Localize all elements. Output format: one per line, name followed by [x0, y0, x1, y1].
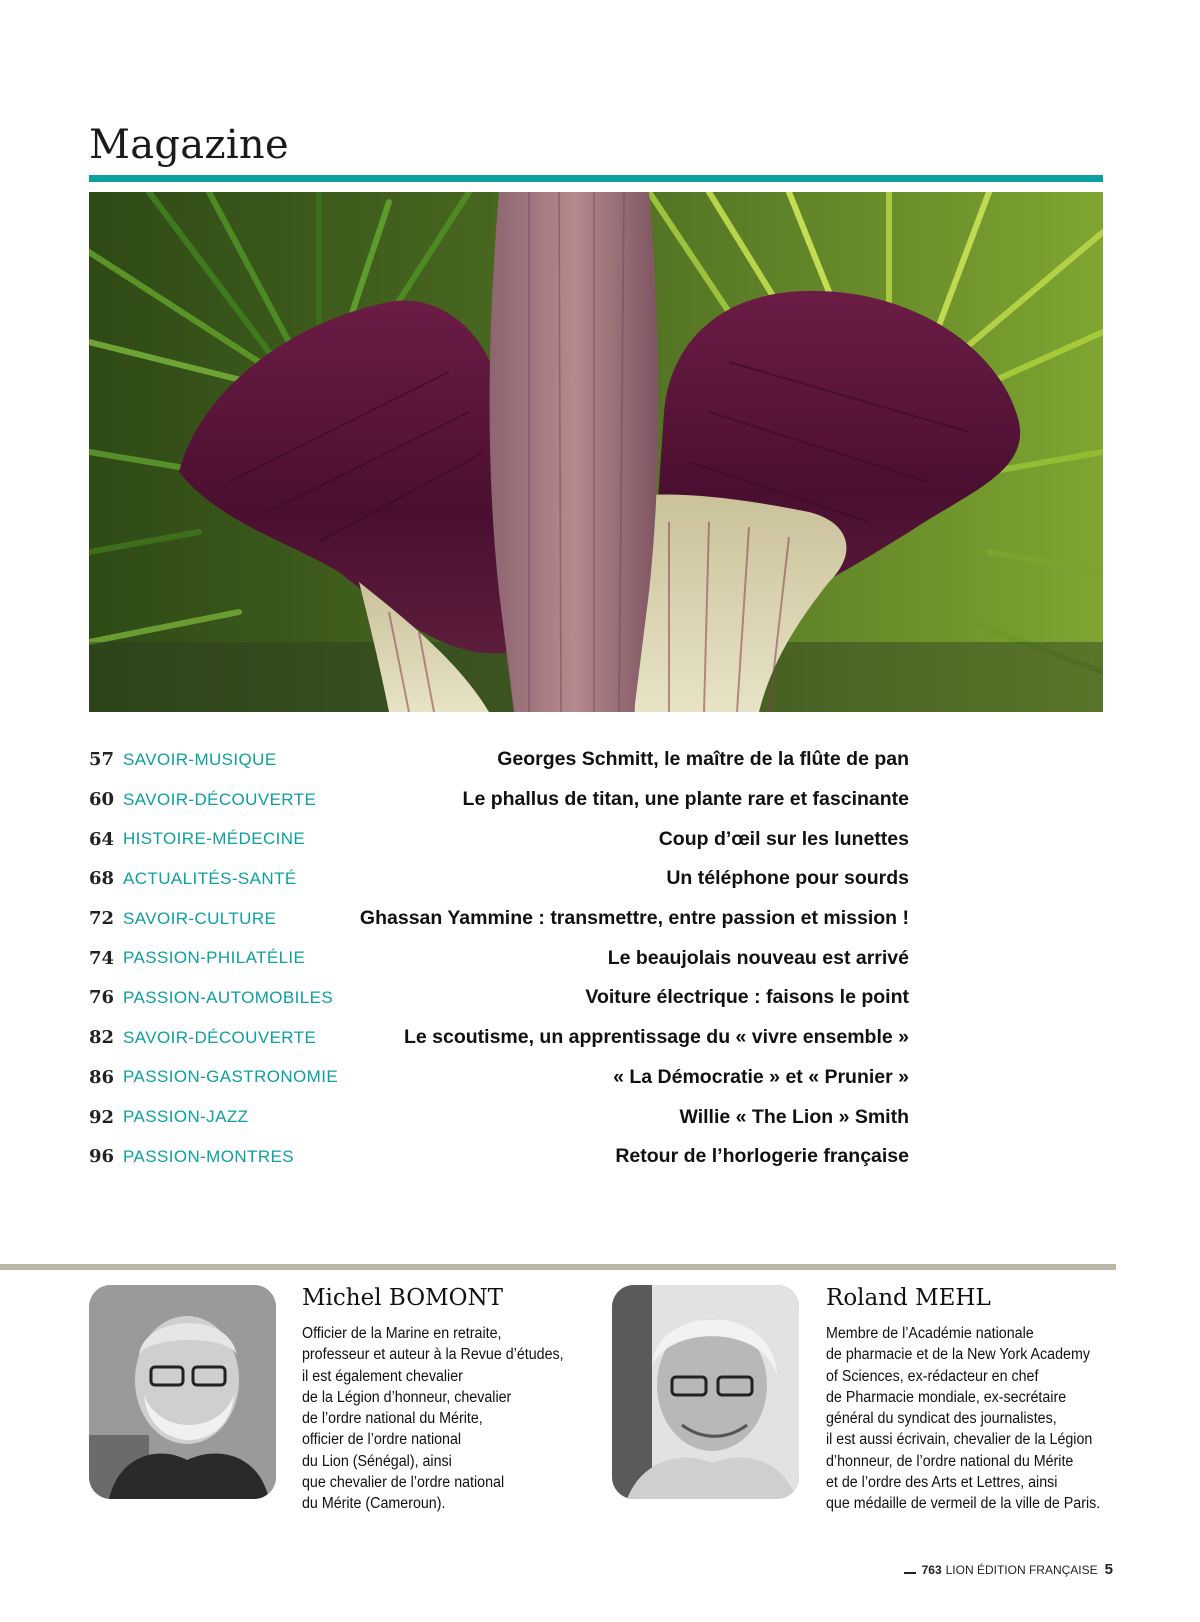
- table-of-contents: [89, 740, 909, 1177]
- issue-number: 763: [921, 1563, 942, 1577]
- toc-page-number: 82: [89, 1027, 115, 1049]
- toc-entry[interactable]: [89, 938, 909, 978]
- toc-entry[interactable]: [89, 1058, 909, 1098]
- toc-article-title: Le beaujolais nouveau est arrivé: [607, 946, 909, 969]
- author-name: Michel BOMONT: [302, 1285, 503, 1311]
- page-footer: [904, 1561, 1113, 1578]
- toc-article-title: Un téléphone pour sourds: [666, 867, 909, 890]
- toc-page-number: 72: [89, 908, 115, 930]
- toc-article-title: Retour de l’horlogerie française: [615, 1145, 909, 1168]
- author-photo: [89, 1285, 276, 1499]
- toc-page-number: 60: [89, 789, 115, 811]
- toc-entry[interactable]: [89, 1018, 909, 1058]
- toc-page-number: 92: [89, 1106, 115, 1128]
- author-name: Roland MEHL: [826, 1285, 991, 1311]
- authors-divider: [0, 1264, 1116, 1270]
- page-number: 5: [1104, 1561, 1113, 1578]
- toc-article-title: Coup d’œil sur les lunettes: [658, 827, 909, 850]
- section-rule: [89, 175, 1103, 182]
- toc-article-title: « La Démocratie » et « Prunier »: [613, 1065, 909, 1088]
- author-photo: [612, 1285, 799, 1499]
- toc-entry[interactable]: [89, 859, 909, 899]
- section-title: Magazine: [89, 122, 289, 168]
- hero-image: [89, 192, 1103, 712]
- toc-entry[interactable]: [89, 819, 909, 859]
- toc-article-title: Voiture électrique : faisons le point: [585, 986, 909, 1009]
- toc-category: HISTOIRE-MÉDECINE: [123, 829, 306, 849]
- toc-page-number: 68: [89, 868, 115, 890]
- toc-entry[interactable]: [89, 1137, 909, 1177]
- toc-entry[interactable]: [89, 899, 909, 939]
- toc-category: SAVOIR-DÉCOUVERTE: [123, 789, 317, 809]
- toc-category: SAVOIR-CULTURE: [123, 908, 277, 928]
- toc-article-title: Le scoutisme, un apprentissage du « vivre ensemble »: [403, 1026, 909, 1049]
- toc-article-title: Georges Schmitt, le maître de la flûte de pan: [497, 748, 909, 771]
- toc-page-number: 76: [89, 987, 115, 1009]
- toc-category: PASSION-GASTRONOMIE: [123, 1067, 339, 1087]
- footer-dash: [904, 1572, 916, 1574]
- toc-entry[interactable]: [89, 740, 909, 780]
- publication-name: LION ÉDITION FRANÇAISE: [945, 1563, 1098, 1577]
- toc-category: ACTUALITÉS-SANTÉ: [123, 868, 297, 888]
- author-bio: Officier de la Marine en retraite, professeur et auteur à la Revue d’études, il est également chevalier de la Légion d’honneur, chevalier de l’ordre national du Mérite, officier de l’ordre national du Lion (Sénégal), ainsi que chevalier de l’ordre national du Mérite (Cameroun).: [302, 1325, 564, 1513]
- toc-page-number: 64: [89, 828, 115, 850]
- toc-article-title: Le phallus de titan, une plante rare et fascinante: [462, 788, 909, 811]
- toc-entry[interactable]: [89, 978, 909, 1018]
- toc-entry[interactable]: [89, 1097, 909, 1137]
- toc-category: PASSION-PHILATÉLIE: [123, 948, 306, 968]
- toc-page-number: 86: [89, 1066, 115, 1088]
- toc-category: SAVOIR-DÉCOUVERTE: [123, 1027, 317, 1047]
- toc-entry[interactable]: [89, 780, 909, 820]
- toc-page-number: 96: [89, 1146, 115, 1168]
- author-bio: Membre de l’Académie nationale de pharmacie et de la New York Academy of Sciences, ex-rédacteur en chef de Pharmacie mondiale, ex-secrétaire général du syndicat des journalistes, il est aussi écrivain, chevalier de la Légion d’honneur, de l’ordre national du Mérite et de l’ordre des Arts et Lettres, ainsi que médaille de vermeil de la ville de Paris.: [826, 1325, 1101, 1513]
- toc-category: SAVOIR-MUSIQUE: [123, 749, 277, 769]
- toc-article-title: Willie « The Lion » Smith: [679, 1105, 909, 1128]
- toc-page-number: 57: [89, 749, 115, 771]
- toc-category: PASSION-AUTOMOBILES: [123, 987, 334, 1007]
- toc-page-number: 74: [89, 947, 115, 969]
- toc-category: PASSION-MONTRES: [123, 1146, 294, 1166]
- titan-arum-illustration: [89, 192, 1103, 712]
- toc-article-title: Ghassan Yammine : transmettre, entre passion et mission !: [359, 907, 909, 930]
- toc-category: PASSION-JAZZ: [123, 1107, 249, 1127]
